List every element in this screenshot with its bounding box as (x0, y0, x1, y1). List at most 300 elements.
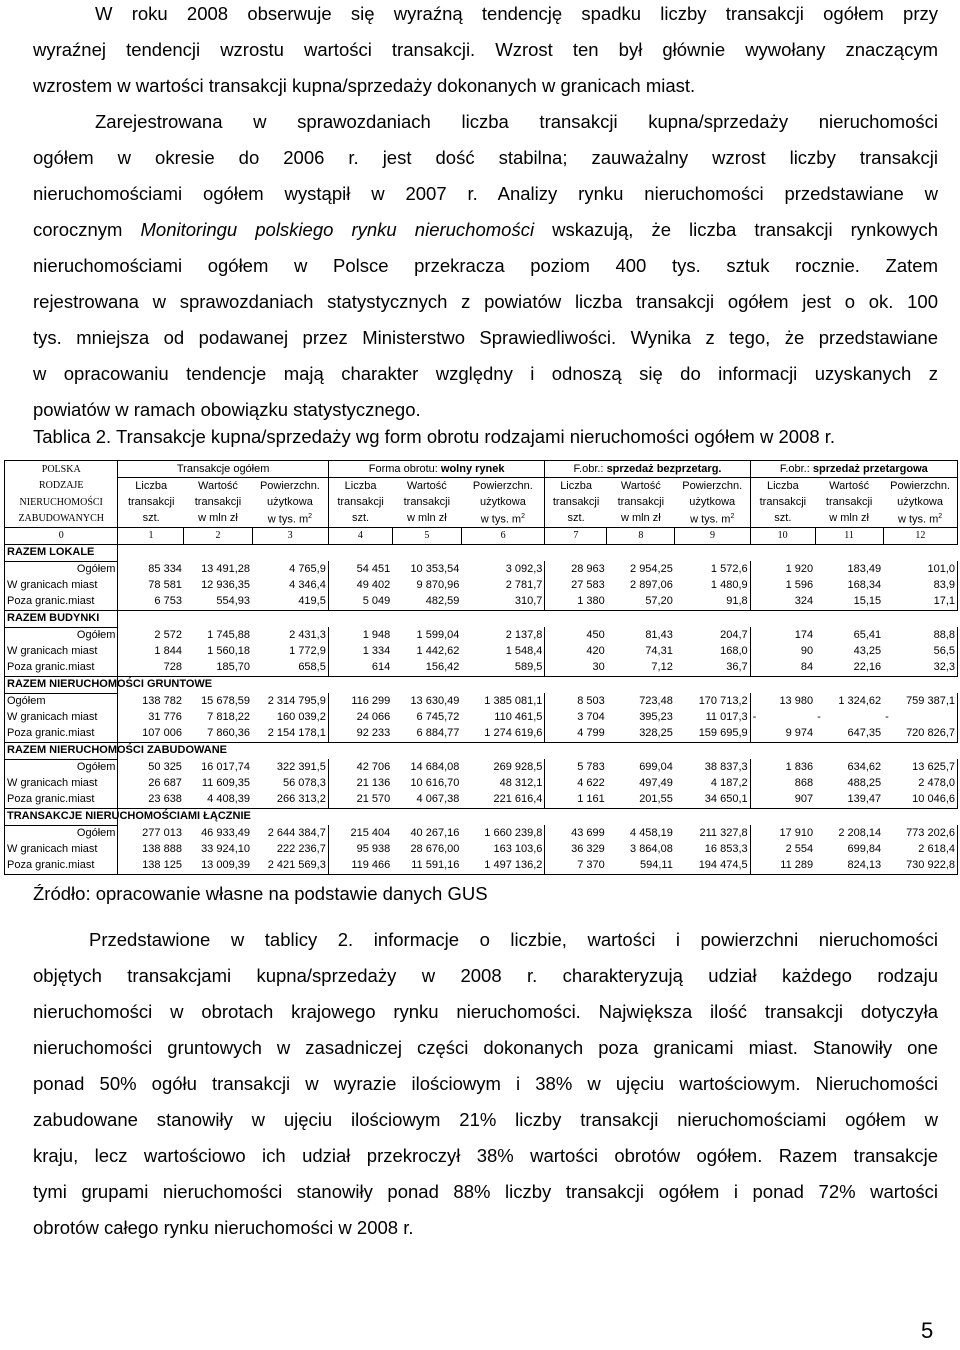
table-cell: 2 781,7 (461, 578, 545, 594)
table-cell: 160 039,2 (252, 710, 328, 726)
table-cell: 824,13 (815, 858, 883, 875)
table-cell: 3 864,08 (630, 843, 673, 856)
section-header-row (5, 742, 958, 759)
table-cell: 554,93 (184, 594, 252, 611)
table-cell: 2 478,0 (883, 776, 957, 792)
table-cell: 7 818,22 (207, 711, 250, 724)
table-cell: 22,16 (815, 660, 883, 677)
empty-cell (607, 742, 675, 759)
group-header: F.obr.: sprzedaż przetargowa (750, 461, 957, 478)
table-cell: 868 (794, 777, 814, 790)
intro-paragraph (33, 0, 938, 428)
table-cell: 57,20 (607, 594, 675, 611)
table-cell: 2 554 (785, 843, 814, 856)
column-subheader: transakcji (552, 495, 600, 508)
empty-cell (607, 544, 675, 561)
row-label: Ogółem (5, 693, 118, 710)
column-number: 7 (545, 527, 607, 544)
table-cell: 36 329 (571, 843, 605, 856)
table-cell: 163 103,6 (461, 842, 545, 858)
table-cell: 1 844 (154, 645, 182, 658)
table-cell: 4 458,19 (630, 826, 673, 839)
form-type: wolny rynek (440, 462, 505, 475)
table-row (5, 842, 958, 858)
table-cell: 13 009,39 (184, 858, 252, 875)
table-cell: 21 570 (328, 792, 392, 809)
row-label: Poza granic.miast (5, 726, 118, 743)
table-cell: 699,84 (847, 843, 882, 856)
table-cell: 322 391,5 (252, 759, 328, 776)
row-label: Ogółem (5, 561, 118, 578)
table-cell: 221 616,4 (461, 792, 545, 809)
empty-cell (545, 676, 607, 693)
column-subheader: użytkowa (252, 494, 328, 510)
table-cell: 139,47 (815, 792, 883, 809)
table-row (5, 825, 958, 842)
column-subheader: w mln zł (607, 510, 675, 527)
table-cell: 17,1 (883, 594, 957, 611)
empty-cell (118, 610, 184, 627)
table-cell: 1 324,62 (838, 694, 882, 707)
empty-cell (815, 808, 883, 825)
table-row (5, 759, 958, 776)
empty-cell (184, 544, 252, 561)
table-cell: 6 745,72 (416, 711, 460, 724)
table-cell: 56 078,3 (252, 776, 328, 792)
table-cell: 42 706 (356, 760, 391, 773)
table-cell: 2 208,14 (838, 826, 882, 839)
body-line: nieruchomości w obrotach krajowego rynku nieruchomości. Największa ilość transakcji dotyczyła (33, 1001, 938, 1022)
table-row (5, 858, 958, 875)
table-cell: 1 560,18 (207, 645, 250, 658)
body-line: ponad 50% ogółu transakcji w wyrazie ilościowym i 38% w ujęciu wartościowym. Nieruchomości (33, 1073, 938, 1094)
table-cell: 84 (750, 660, 815, 677)
table-row (5, 644, 958, 660)
unit-superscript: 2 (521, 513, 526, 520)
table-cell: 204,7 (675, 627, 750, 644)
row-label: Poza granic.miast (5, 660, 118, 677)
corner-label: POLSKA (5, 461, 118, 478)
section-header-row (5, 676, 958, 693)
column-subheader: Liczba (135, 479, 168, 492)
table-cell: 4 346,4 (252, 578, 328, 594)
table-cell: 328,25 (607, 726, 675, 743)
unit-superscript: 2 (308, 513, 313, 520)
table-cell: 2 137,8 (461, 627, 545, 644)
empty-cell (392, 742, 461, 759)
table-cell: 48 312,1 (461, 776, 545, 792)
table-cell: 1 385 081,1 (461, 693, 545, 710)
empty-cell (750, 544, 815, 561)
column-subheader: transakcji (337, 495, 384, 508)
column-subheader: Wartość (829, 479, 870, 492)
table-cell: 6 884,77 (392, 726, 461, 743)
column-subheader: szt. (545, 510, 607, 527)
table-cell: 10 353,54 (410, 562, 460, 575)
table-cell: 90 (800, 645, 814, 658)
column-subheader: użytkowa (883, 494, 957, 510)
table-cell: 43,25 (853, 645, 882, 658)
table-cell: - (817, 711, 821, 724)
table-cell: 88,8 (883, 627, 957, 644)
table-cell: 222 236,7 (252, 842, 328, 858)
table-cell: 324 (750, 594, 815, 611)
table-cell: 185,70 (184, 660, 252, 677)
section-title: RAZEM NIERUCHOMOŚCI ZABUDOWANE (5, 742, 118, 759)
table-cell: 4 765,9 (252, 561, 328, 578)
table-cell: 201,55 (607, 792, 675, 809)
table-cell: 183,49 (847, 562, 882, 575)
table-cell: 11 591,16 (392, 858, 461, 875)
empty-cell (184, 610, 252, 627)
table-cell: 773 202,6 (883, 825, 957, 842)
table-cell: 174 (794, 628, 814, 641)
empty-cell (815, 676, 883, 693)
table-cell: 33 924,10 (201, 843, 250, 856)
table-cell: 4 408,39 (184, 792, 252, 809)
table-cell: 31 776 (148, 711, 182, 724)
table-cell: 699,04 (639, 760, 673, 773)
table-cell: 730 922,8 (883, 858, 957, 875)
empty-cell (392, 676, 461, 693)
column-subheader: użytkowa (675, 494, 750, 510)
table-cell: 1 660 239,8 (461, 825, 545, 842)
table-cell: 5 049 (328, 594, 392, 611)
intro-line: w opracowaniu tendencje mają charakter względny i odnoszą się do informacji uzyskanych z (33, 363, 938, 384)
table-cell: 759 387,1 (883, 693, 957, 710)
table-cell: 4 799 (545, 726, 607, 743)
empty-cell (252, 544, 328, 561)
table-row (5, 660, 958, 677)
body-line: tymi grupami nieruchomości stanowiły ponad 88% liczby transakcji ogółem i ponad 72% wartości (33, 1181, 938, 1202)
empty-cell (607, 808, 675, 825)
source-note: Źródło: opracowanie własne na podstawie danych GUS (33, 883, 488, 904)
table-cell: 2 954,25 (630, 562, 673, 575)
table-cell: 1 480,9 (675, 578, 750, 594)
table-cell: 589,5 (461, 660, 545, 677)
table-cell: 26 687 (148, 777, 182, 790)
table-cell: 647,35 (815, 726, 883, 743)
table-row (5, 776, 958, 792)
corner-label: ZABUDOWANYCH (5, 510, 118, 527)
section-title: RAZEM LOKALE (5, 544, 118, 561)
empty-cell (815, 610, 883, 627)
table-cell: 1 599,04 (416, 628, 460, 641)
table-cell: 15,15 (815, 594, 883, 611)
table-cell: 1 948 (362, 628, 391, 641)
intro-line: corocznym Monitoringu polskiego rynku nieruchomości wskazują, że liczba transakcji rynkowych (33, 219, 939, 240)
empty-cell (392, 808, 461, 825)
table-cell: 83,9 (883, 578, 957, 594)
empty-cell (675, 742, 750, 759)
row-label: W granicach miast (5, 710, 118, 726)
row-label: Poza granic.miast (5, 792, 118, 809)
table-cell: - (752, 711, 757, 724)
intro-line: wzrostem w wartości transakcji kupna/sprzedaży dokonanych w granicach miast. (33, 75, 696, 96)
empty-cell (815, 544, 883, 561)
table-cell: 211 327,8 (675, 825, 750, 842)
intro-line: W roku 2008 obserwuje się wyraźną tendencję spadku liczby transakcji ogółem przy (95, 3, 938, 24)
table-cell: 3 704 (577, 711, 605, 724)
table-cell: 7 860,36 (184, 726, 252, 743)
page-number: 5 (921, 1318, 934, 1343)
row-label: Poza granic.miast (5, 594, 118, 611)
publication-title: Monitoringu polskiego rynku nieruchomości (140, 219, 535, 240)
section-header-row (5, 544, 958, 561)
row-label: W granicach miast (5, 776, 118, 792)
table-cell: 15 678,59 (201, 694, 250, 707)
row-label: W granicach miast (5, 842, 118, 858)
row-label: Ogółem (5, 627, 118, 644)
row-label: Poza granic.miast (5, 858, 118, 875)
table-cell: 497,49 (639, 777, 673, 790)
table-cell: 156,42 (392, 660, 461, 677)
table-cell: 138 888 (142, 843, 182, 856)
empty-cell (545, 742, 607, 759)
table-cell: 1 920 (785, 562, 814, 575)
table-cell: 116 299 (351, 694, 391, 707)
table-cell: 2 421 569,3 (252, 858, 328, 875)
empty-cell (883, 808, 957, 825)
section-header-row (5, 610, 958, 627)
table-cell: 23 638 (118, 792, 184, 809)
table-cell: 594,11 (607, 858, 675, 875)
table-cell: 634,62 (847, 760, 882, 773)
column-number: 12 (883, 527, 957, 544)
table-cell: 78 581 (148, 579, 182, 592)
table-cell: 11 609,35 (201, 777, 250, 790)
column-subheader: transakcji (617, 495, 665, 508)
column-subheader: Powierzchn. (675, 478, 750, 495)
row-label: W granicach miast (5, 644, 118, 660)
table-cell: 49 402 (356, 579, 391, 592)
table-cell: 170 713,2 (675, 693, 750, 710)
column-subheader: Wartość (198, 479, 238, 492)
table-cell: 14 684,08 (410, 760, 460, 773)
column-subheader: transakcji (403, 495, 451, 508)
table-cell: 168,34 (847, 579, 882, 592)
group-header: Forma obrotu: wolny rynek (328, 461, 545, 478)
intro-line: tys. mniejsza od podawanej przez Ministerstwo Sprawiedliwości. Wynika z tego, że przedstawiane (33, 327, 938, 348)
table-cell: 34 650,1 (675, 792, 750, 809)
table-cell: 43 699 (571, 826, 605, 839)
table-cell: 215 404 (350, 826, 391, 839)
table-cell: 482,59 (392, 594, 461, 611)
transactions-table (4, 460, 958, 875)
table-cell: 1 497 136,2 (461, 858, 545, 875)
empty-cell (883, 544, 957, 561)
table-cell: 723,48 (639, 694, 673, 707)
table-cell: 17 910 (779, 826, 814, 839)
empty-cell (461, 742, 545, 759)
table-cell: 419,5 (252, 594, 328, 611)
table-cell: 4 187,2 (675, 776, 750, 792)
table-cell: 488,25 (847, 777, 882, 790)
column-subheader: szt. (118, 510, 184, 527)
table-cell: 3 092,3 (461, 561, 545, 578)
table-cell: 28 963 (571, 562, 605, 575)
table-cell: 310,7 (461, 594, 545, 611)
column-subheader: Powierzchn. (883, 478, 957, 495)
table-cell: 91,8 (675, 594, 750, 611)
table-cell: 420 (586, 645, 605, 658)
column-number: 2 (184, 527, 252, 544)
empty-cell (883, 676, 957, 693)
table-cell: 101,0 (883, 561, 957, 578)
section-title: TRANSAKCJE NIERUCHOMOŚCIAMI ŁĄCZNIE (5, 808, 118, 825)
form-type: sprzedaż przetargowa (812, 462, 928, 475)
empty-cell (392, 610, 461, 627)
corner-label: NIERUCHOMOŚCI (5, 494, 118, 510)
table-cell: 4 067,38 (392, 792, 461, 809)
table-cell: 16 853,3 (675, 842, 750, 858)
body-line: Przedstawione w tablicy 2. informacje o liczbie, wartości i powierzchni nieruchomości (89, 929, 938, 950)
table-cell: 2 314 795,9 (252, 693, 328, 710)
intro-line: wyraźnej tendencji wzrostu wartości transakcji. Wzrost ten był głównie wywołany znaczącym (33, 39, 938, 60)
table-cell: 21 136 (356, 777, 391, 790)
table-row (5, 561, 958, 578)
table-cell: 46 933,49 (201, 826, 250, 839)
table-cell: 1 745,88 (207, 628, 250, 641)
table-cell: 38 837,3 (675, 759, 750, 776)
column-subheader: w tys. $m^2$ (252, 510, 328, 527)
table-cell: 11 289 (750, 858, 815, 875)
table-cell: 4 622 (577, 777, 605, 790)
table-cell: 907 (750, 792, 815, 809)
table-cell: 2 644 384,7 (252, 825, 328, 842)
column-number: 4 (328, 527, 392, 544)
table-row (5, 627, 958, 644)
empty-cell (328, 610, 392, 627)
form-type: sprzedaż bezprzetarg. (606, 462, 722, 475)
column-number: 8 (607, 527, 675, 544)
empty-cell (328, 742, 392, 759)
table-cell: 1 572,6 (675, 561, 750, 578)
table-cell: 16 017,74 (201, 760, 250, 773)
section-header-row (5, 808, 958, 825)
table-cell: 13 491,28 (201, 562, 250, 575)
empty-cell (461, 610, 545, 627)
column-subheader: w tys. $m^2$ (461, 510, 545, 527)
group-header: Transakcje ogółem (118, 461, 328, 478)
intro-line: ogółem w okresie do 2006 r. jest dość stabilna; zauważalny wzrost liczby transakcji (33, 147, 938, 168)
table-cell: 119 466 (328, 858, 392, 875)
table-cell: 56,5 (883, 644, 957, 660)
table-cell: 50 325 (148, 760, 182, 773)
empty-cell (328, 808, 392, 825)
table-cell: 194 474,5 (675, 858, 750, 875)
table-cell: 266 313,2 (252, 792, 328, 809)
table-cell: 1 772,9 (252, 644, 328, 660)
column-subheader: transakcji (194, 495, 242, 508)
intro-line: powiatów w ramach obowiązku statystycznego. (33, 399, 421, 420)
group-header: F.obr.: sprzedaż bezprzetarg. (545, 461, 750, 478)
table-cell: 40 267,16 (410, 826, 460, 839)
empty-cell (883, 610, 957, 627)
column-number: 3 (252, 527, 328, 544)
empty-cell (607, 676, 675, 693)
column-subheader: transakcji (127, 495, 175, 508)
empty-cell (750, 742, 815, 759)
unit-superscript: 2 (730, 513, 735, 520)
table-cell: 8 503 (577, 694, 605, 707)
table-cell: 65,41 (853, 628, 882, 641)
empty-cell (118, 544, 184, 561)
body-line: objętych transakcjami kupna/sprzedaży w 2008 r. charakteryzują udział każdego rodzaju (33, 965, 938, 986)
table-cell: 1 836 (785, 760, 814, 773)
column-subheader: transakcji (825, 495, 873, 508)
column-subheader: Liczba (766, 479, 799, 492)
table-cell: 81,43 (645, 628, 673, 641)
table-cell: 168,0 (675, 644, 750, 660)
empty-cell (545, 610, 607, 627)
body-line: kraju, lecz wartościowo ich udział przekroczył 38% wartości obrotów ogółem. Razem transakcje (33, 1145, 938, 1166)
table-cell: 395,23 (639, 711, 673, 724)
column-subheader: transakcji (759, 495, 807, 508)
table-cell: 1 274 619,6 (461, 726, 545, 743)
empty-cell (545, 808, 607, 825)
row-label: Ogółem (5, 759, 118, 776)
column-subheader: Wartość (406, 479, 447, 492)
table-cell: 10 616,70 (410, 777, 460, 790)
empty-cell (675, 676, 750, 693)
table-cell: 1 334 (362, 645, 391, 658)
column-subheader: Powierzchn. (461, 478, 545, 495)
empty-cell (461, 808, 545, 825)
empty-cell (328, 676, 392, 693)
column-number: 5 (392, 527, 461, 544)
table-cell: 1 161 (545, 792, 607, 809)
table-cell: 110 461,5 (461, 710, 545, 726)
table-cell: 9 870,96 (416, 579, 460, 592)
table-cell: 74,31 (645, 645, 673, 658)
table-cell: 85 334 (148, 562, 182, 575)
column-subheader: w tys. $m^2$ (675, 510, 750, 527)
table-cell: 450 (586, 628, 605, 641)
table-cell: 11 017,3 (675, 710, 750, 726)
table-cell: 13 630,49 (410, 694, 460, 707)
column-subheader: Wartość (620, 479, 661, 492)
table-cell: 658,5 (252, 660, 328, 677)
section-title: RAZEM BUDYNKI (5, 610, 118, 627)
table-cell: 1 380 (545, 594, 607, 611)
empty-cell (252, 676, 328, 693)
column-number: 9 (675, 527, 750, 544)
table-cell: 28 676,00 (410, 843, 460, 856)
table-cell: 24 066 (356, 711, 391, 724)
table-row (5, 594, 958, 611)
empty-cell (607, 610, 675, 627)
row-label: W granicach miast (5, 578, 118, 594)
column-number: 11 (815, 527, 883, 544)
table-cell: 728 (118, 660, 184, 677)
column-subheader: użytkowa (461, 494, 545, 510)
table-cell: 92 233 (328, 726, 392, 743)
intro-line: rejestrowana w sprawozdaniach statystycznych z powiatów liczba transakcji ogółem jest o ok. 100 (33, 291, 938, 312)
unit-superscript: 2 (938, 513, 943, 520)
column-subheader: szt. (328, 510, 392, 527)
column-subheader: szt. (750, 510, 815, 527)
column-number: 6 (461, 527, 545, 544)
table-cell: 36,7 (675, 660, 750, 677)
table-row (5, 693, 958, 710)
table-cell: 13 625,7 (883, 759, 957, 776)
table-cell: 32,3 (883, 660, 957, 677)
empty-cell (675, 610, 750, 627)
column-number: 10 (750, 527, 815, 544)
table-cell: 1 442,62 (416, 645, 460, 658)
table-cell: 138 782 (142, 694, 182, 707)
